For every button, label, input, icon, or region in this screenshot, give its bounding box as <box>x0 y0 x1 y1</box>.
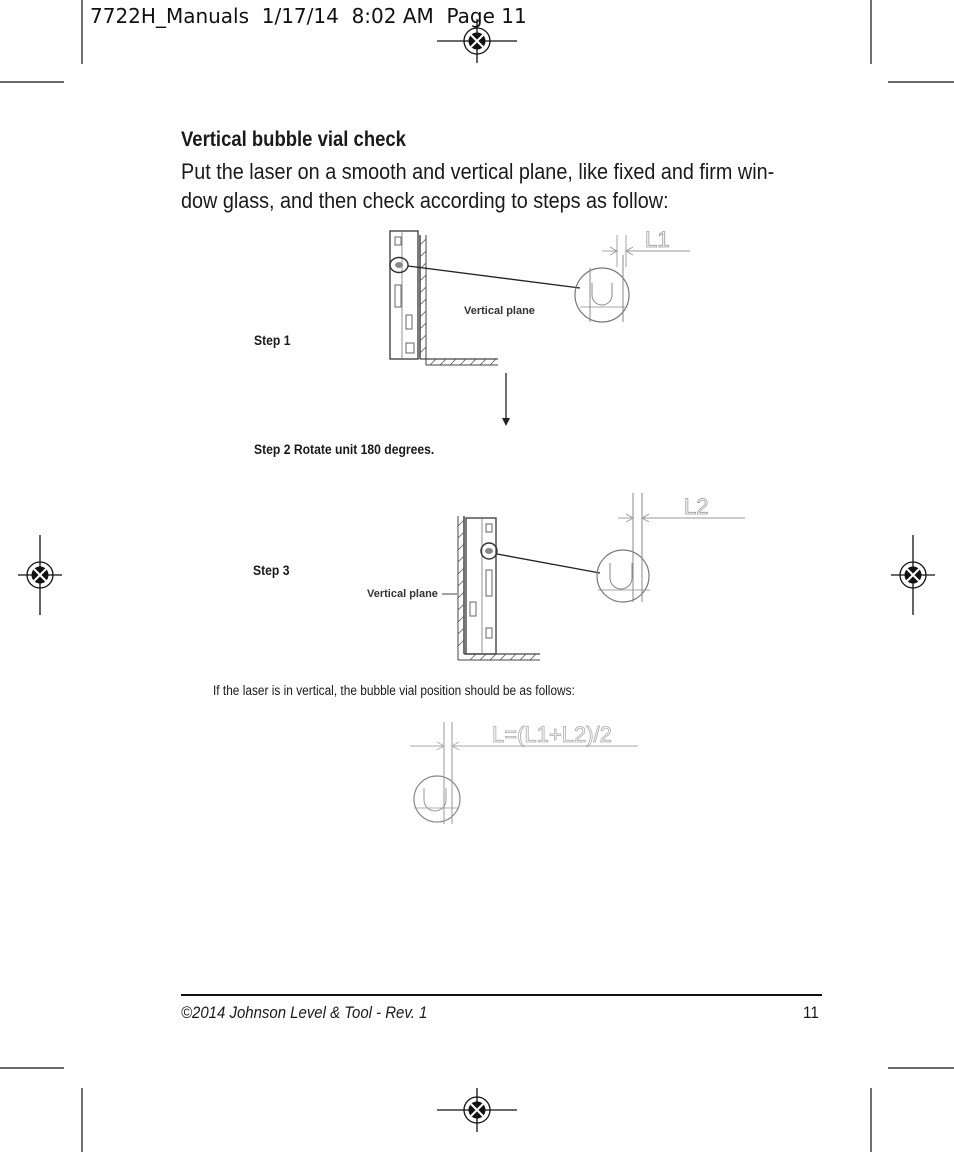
step3-label: Step 3 <box>253 563 290 578</box>
section-title: Vertical bubble vial check <box>181 128 406 151</box>
step1-diagram <box>340 225 710 430</box>
page-number: 11 <box>803 1003 819 1022</box>
intro-paragraph <box>181 157 815 215</box>
registration-mark-right <box>891 535 935 615</box>
registration-mark-left <box>18 535 62 615</box>
step2-label: Step 2 Rotate unit 180 degrees. <box>254 442 435 457</box>
print-slug: 7722H_Manuals 1/17/14 8:02 AM Page 11 <box>90 4 527 28</box>
vertical-plane-label-2: Vertical plane <box>367 588 438 600</box>
formula-label: L=(L1+L2)/2 <box>492 722 612 747</box>
intro-line-2: dow glass, and then check according to steps as follow: <box>181 188 669 213</box>
step3-diagram <box>360 488 750 668</box>
footer-copyright: ©2014 Johnson Level & Tool - Rev. 1 <box>181 1003 428 1022</box>
l2-label: L2 <box>684 494 709 519</box>
registration-mark-top <box>437 19 517 63</box>
registration-mark-bottom <box>437 1088 517 1132</box>
step1-label: Step 1 <box>254 333 291 348</box>
l1-label: L1 <box>645 227 670 252</box>
intro-line-1: Put the laser on a smooth and vertical plane, like fixed and firm win- <box>181 159 775 184</box>
vertical-plane-label-1: Vertical plane <box>464 305 535 317</box>
footer-rule <box>181 994 822 996</box>
result-caption: If the laser is in vertical, the bubble vial position should be as follows: <box>213 683 575 698</box>
result-diagram <box>400 712 650 830</box>
